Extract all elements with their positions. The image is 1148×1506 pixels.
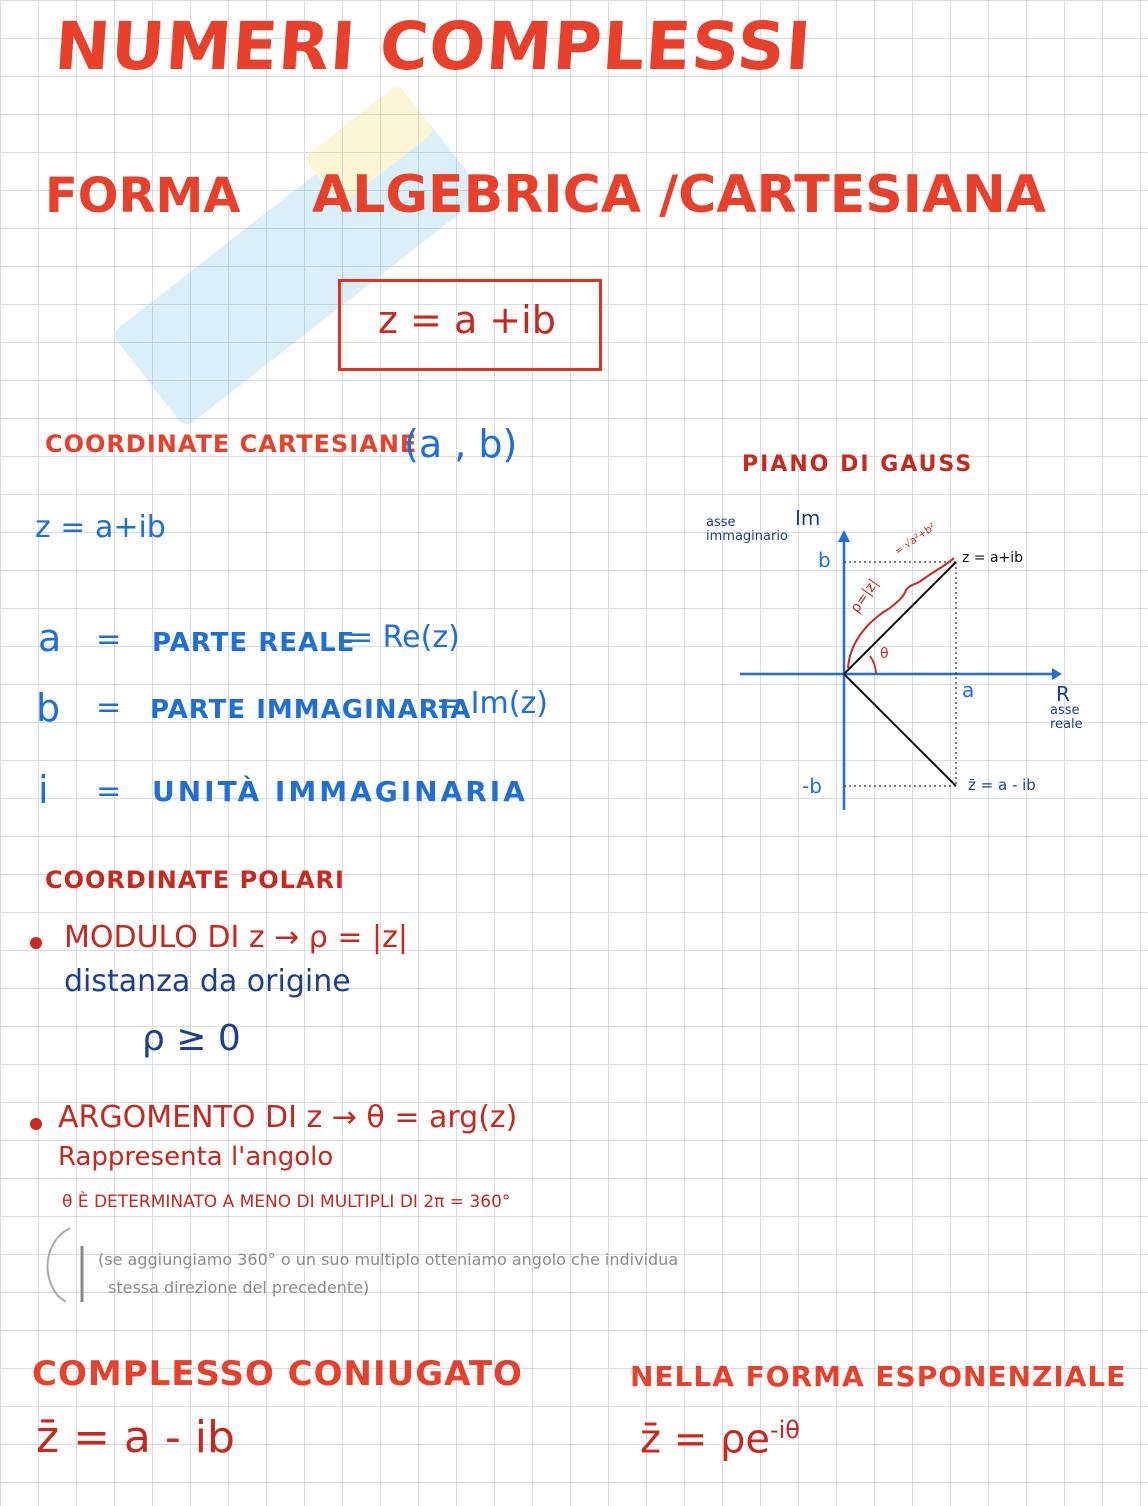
theta-label: θ xyxy=(880,646,889,662)
modulo-bullet xyxy=(30,937,42,949)
cartesian-pair: (a , b) xyxy=(404,422,518,466)
unita-immaginaria-label: UNITÀ IMMAGINARIA xyxy=(152,775,528,808)
argomento-desc: Rappresenta l'angolo xyxy=(58,1142,334,1172)
real-axis-arrow xyxy=(1052,668,1062,680)
argomento-note: θ È DETERMINATO A MENO DI MULTIPLI DI 2π = 360° xyxy=(62,1192,511,1212)
rho-label: ρ=|z| xyxy=(847,576,882,616)
exp-heading: NELLA FORMA ESPONENZIALE xyxy=(630,1360,1127,1393)
aside-text-1: (se aggiungiamo 360° o un suo multiplo otteniamo angolo che individua xyxy=(98,1250,679,1269)
exp-formula-exponent: -iθ xyxy=(769,1416,800,1444)
modulo-cond: ρ ≥ 0 xyxy=(142,1018,241,1059)
conjugate-formula: z̄ = a - ib xyxy=(36,1412,235,1463)
theta-arc xyxy=(870,656,876,674)
cartesian-heading: COORDINATE CARTESIANE xyxy=(45,430,418,458)
eq-b: = xyxy=(96,690,122,725)
neg-b-axis-label: -b xyxy=(802,774,822,798)
conjugate-heading: COMPLESSO CONIUGATO xyxy=(32,1354,523,1394)
polar-heading: COORDINATE POLARI xyxy=(45,866,345,894)
b-axis-label: b xyxy=(818,548,831,572)
eq-a: = xyxy=(96,622,122,657)
gauss-heading: PIANO DI GAUSS xyxy=(742,452,974,477)
aside-arrow-icon xyxy=(36,1222,96,1312)
z-definition: z = a+ib xyxy=(35,510,166,545)
conj-vector xyxy=(844,674,956,786)
modulo-desc: distanza da origine xyxy=(64,964,351,999)
sym-a: a xyxy=(38,616,62,660)
subtitle-algebrica: ALGEBRICA /CARTESIANA xyxy=(312,165,1047,225)
modulo-line: MODULO DI z → ρ = |z| xyxy=(64,920,409,955)
z-point-label: z = a+ib xyxy=(962,550,1024,566)
exp-formula-base: z̄ = ρe xyxy=(640,1416,770,1463)
im-axis-note: asse immaginario xyxy=(706,515,788,544)
page-title: NUMERI COMPLESSI xyxy=(52,8,815,85)
rho-brace xyxy=(848,558,954,668)
z-vector xyxy=(844,562,956,674)
boxed-formula: z = a +ib xyxy=(378,298,556,342)
sqrt-label: = √a²+b² xyxy=(893,521,938,558)
sym-i: i xyxy=(38,768,49,812)
eq-i: = xyxy=(96,774,122,809)
a-axis-label: a xyxy=(962,678,975,702)
argomento-line: ARGOMENTO DI z → θ = arg(z) xyxy=(58,1100,518,1135)
re-axis-note: asse reale xyxy=(1050,703,1083,732)
argomento-bullet xyxy=(30,1118,42,1130)
subtitle-forma: FORMA xyxy=(45,168,241,224)
imaginary-axis-arrow xyxy=(838,530,850,542)
re-z: = Re(z) xyxy=(348,620,460,655)
sym-b: b xyxy=(36,686,61,730)
exp-formula xyxy=(640,1416,800,1462)
skuola-watermark-logo xyxy=(70,80,510,460)
aside-text-2: stessa direzione del precedente) xyxy=(108,1278,370,1297)
im-axis-label: Im xyxy=(795,506,821,530)
re-axis-label: R xyxy=(1056,682,1070,706)
parte-immaginaria-label: PARTE IMMAGINARIA xyxy=(150,695,472,725)
conj-point-label: z̄ = a - ib xyxy=(968,776,1036,794)
im-z: = Im(z) xyxy=(436,686,548,721)
parte-reale-label: PARTE REALE xyxy=(152,628,356,658)
